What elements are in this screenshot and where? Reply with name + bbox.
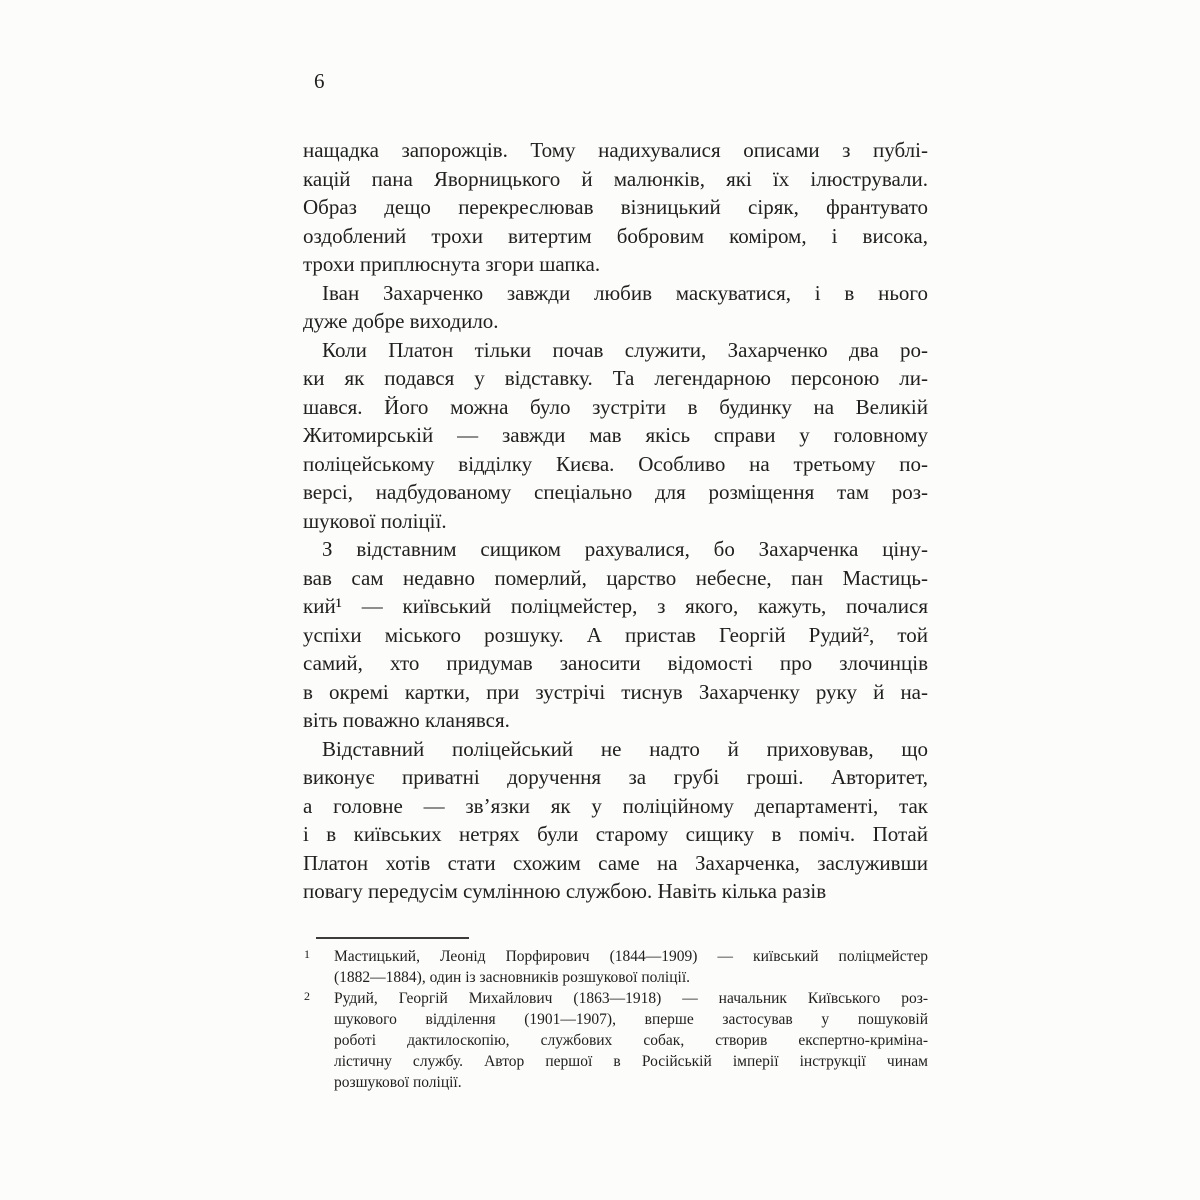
- footnote: [303, 988, 928, 1093]
- footnote-line: (1882—1884), один із засновників розшукової поліції.: [334, 969, 691, 986]
- text-line: самий, хто придумав заносити відомості про злочинців: [303, 651, 928, 675]
- footnote-rule: [316, 937, 469, 939]
- text-line: дуже добре виходило.: [303, 309, 499, 333]
- footnote-line: Мастицький, Леонід Порфирович (1844—1909) — київський поліцмейстер: [334, 948, 928, 965]
- footnote-line: роботі дактилоскопію, службових собак, створив експертно-криміна-: [334, 1032, 928, 1049]
- text-line: виконує приватні доручення за грубі гроші. Авторитет,: [303, 765, 928, 789]
- text-line: а головне — зв’язки як у поліційному департаменті, так: [303, 793, 928, 818]
- paragraph: [303, 535, 928, 735]
- text-line: віть поважно кланявся.: [303, 708, 510, 732]
- footnote-line: лістичну службу. Автор першої в Російській імперії інструкції чинам: [334, 1053, 928, 1070]
- text-line: Коли Платон тільки почав служити, Захарченко два ро-: [322, 337, 928, 362]
- footnote-line: розшукової поліції.: [334, 1074, 462, 1091]
- text-line: нащадка запорожців. Тому надихувалися описами з публі-: [303, 138, 928, 162]
- text-line: кий¹ — київський поліцмейстер, з якого, кажуть, почалися: [303, 594, 928, 618]
- paragraph: [303, 336, 928, 536]
- text-line: оздоблений трохи витертим бобровим коміром, і висока,: [303, 223, 928, 248]
- text-line: повагу передусім сумлінною службою. Навіть кілька разів: [303, 879, 827, 903]
- footnote-marker: 2: [304, 989, 310, 1003]
- text-line: і в київських нетрях були старому сищику в поміч. Потай: [303, 822, 928, 846]
- paragraph: [303, 735, 928, 906]
- body-text: [303, 136, 928, 906]
- text-line: успіхи міського розшуку. А пристав Георгій Рудий², той: [303, 622, 928, 647]
- text-line: шукової поліції.: [303, 508, 447, 533]
- text-line: шався. Його можна було зустріти в будинку на Великій: [303, 394, 928, 419]
- text-line: кацій пана Яворницького й малюнків, які їх ілюстрували.: [303, 166, 928, 191]
- footnote-line: шукового відділення (1901—1907), вперше застосував у пошуковій: [334, 1011, 928, 1028]
- paragraph: [303, 279, 928, 336]
- footnote: [303, 946, 928, 988]
- text-line: трохи приплюснута згори шапка.: [303, 252, 601, 276]
- paragraph: [303, 136, 928, 279]
- text-line: Платон хотів стати схожим саме на Захарченка, заслуживши: [303, 850, 928, 875]
- text-line: Житомирській — завжди мав якісь справи у головному: [303, 423, 928, 447]
- text-line: в окремі картки, при зустрічі тиснув Захарченку руку й на-: [303, 679, 928, 704]
- text-line: Іван Захарченко завжди любив маскуватися, і в нього: [322, 280, 928, 305]
- footnote-line: Рудий, Георгій Михайлович (1863—1918) — начальник Київського роз-: [334, 990, 928, 1007]
- text-line: версі, надбудованому спеціально для розміщення там роз-: [303, 480, 928, 504]
- text-line: Образ дещо перекреслював візницький сіряк, франтувато: [303, 195, 928, 219]
- footnote-marker: 1: [304, 947, 310, 961]
- text-line: Відставний поліцейський не надто й приховував, що: [322, 736, 928, 761]
- text-line: З відставним сищиком рахувалися, бо Захарченка ціну-: [322, 537, 928, 561]
- page-number: 6: [314, 69, 325, 93]
- footnotes-section: [303, 946, 928, 1093]
- text-line: поліцейському відділку Києва. Особливо на третьому по-: [303, 451, 928, 476]
- text-line: вав сам недавно померлий, царство небесне, пан Мастиць-: [303, 565, 928, 590]
- text-line: ки як подався у відставку. Та легендарною персоною ли-: [303, 366, 928, 390]
